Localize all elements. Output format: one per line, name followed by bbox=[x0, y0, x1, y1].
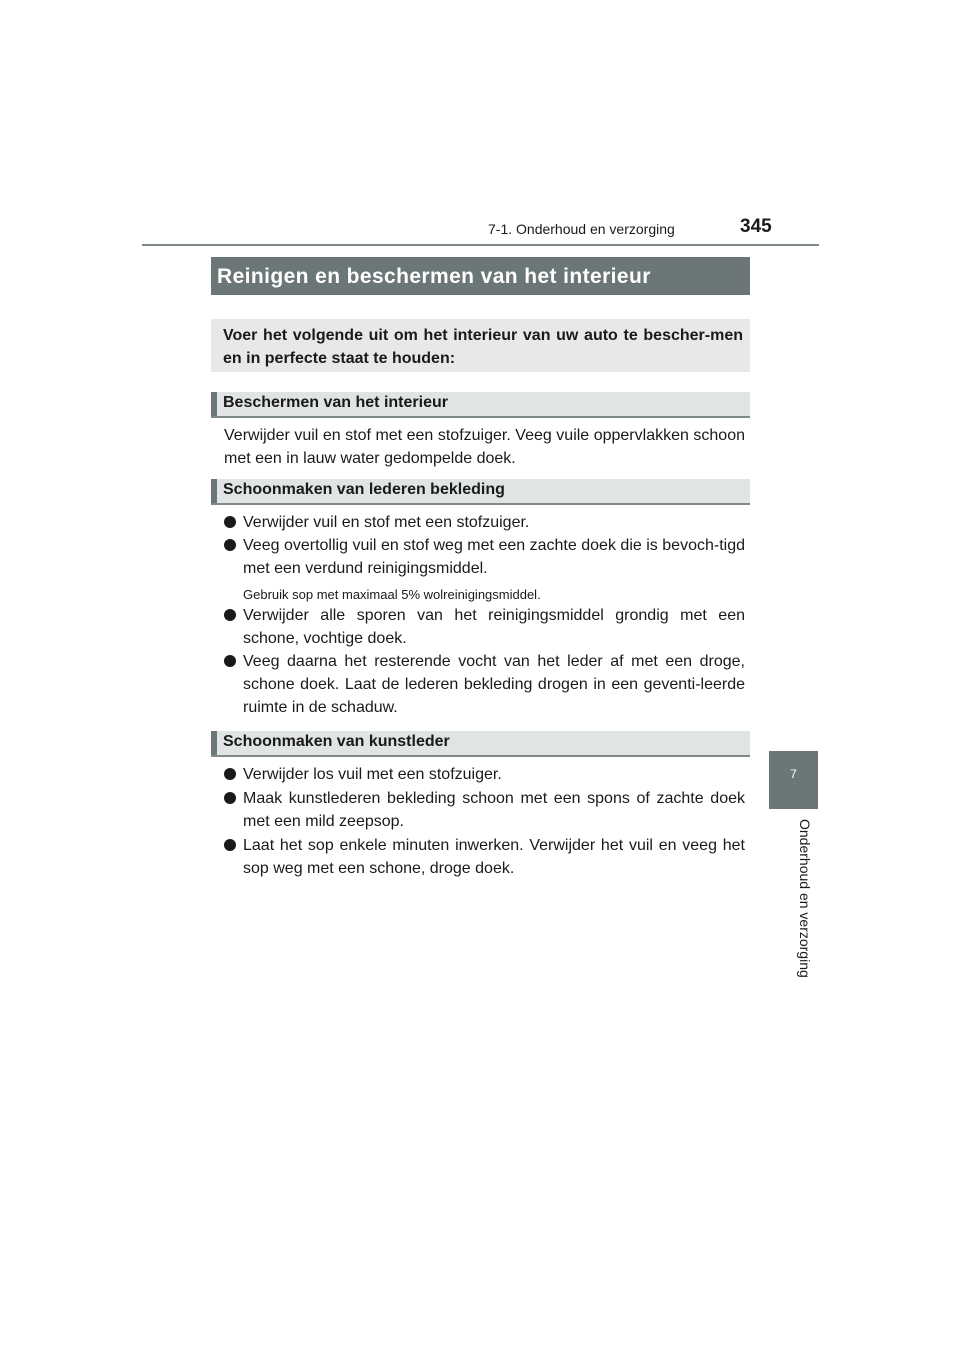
chapter-tab-label: Onderhoud en verzorging bbox=[797, 819, 813, 978]
list-item-text: Verwijder alle sporen van het reinigingsmiddel grondig met een schone, vochtige doek. bbox=[243, 607, 745, 647]
list-item-text: Verwijder vuil en stof met een stofzuiger. bbox=[243, 514, 530, 531]
section-heading-leather bbox=[211, 479, 750, 505]
list-item-text: Maak kunstlederen bekleding schoon met een spons of zachte doek met een mild zeepsop. bbox=[243, 790, 745, 830]
list-item bbox=[224, 604, 745, 650]
chapter-number: 7 bbox=[790, 767, 797, 781]
bullet-icon bbox=[224, 655, 236, 667]
bullet-icon bbox=[224, 792, 236, 804]
note-text: Gebruik sop met maximaal 5% wolreinigingsmiddel. bbox=[243, 587, 541, 602]
intro-text: Voer het volgende uit om het interieur van uw auto te bescher-men en in perfecte staat te houden: bbox=[223, 327, 743, 367]
list-item bbox=[224, 534, 745, 580]
page-title: Reinigen en beschermen van het interieur bbox=[217, 265, 651, 288]
bullet-icon bbox=[224, 516, 236, 528]
section-heading-text: Beschermen van het interieur bbox=[223, 394, 448, 411]
header-divider bbox=[142, 244, 819, 246]
list-item bbox=[224, 763, 745, 786]
list-item-text: Veeg overtollig vuil en stof weg met een zachte doek die is bevoch-tigd met een verdund reinigingsmiddel. bbox=[243, 537, 745, 577]
section-heading-artificial-leather bbox=[211, 731, 750, 757]
section-heading-protect-interior bbox=[211, 392, 750, 418]
list-item-text: Laat het sop enkele minuten inwerken. Verwijder het vuil en veeg het sop weg met een schone, droge doek. bbox=[243, 837, 745, 877]
section-heading-text: Schoonmaken van kunstleder bbox=[223, 733, 450, 750]
list-item bbox=[224, 787, 745, 833]
page-number: 345 bbox=[740, 216, 772, 237]
section-reference: 7-1. Onderhoud en verzorging bbox=[488, 221, 675, 237]
list-item bbox=[224, 650, 745, 719]
list-item bbox=[224, 511, 745, 534]
bullet-icon bbox=[224, 839, 236, 851]
section-heading-text: Schoonmaken van lederen bekleding bbox=[223, 481, 505, 498]
bullet-icon bbox=[224, 539, 236, 551]
chapter-tab bbox=[769, 751, 818, 809]
list-item bbox=[224, 834, 745, 880]
bullet-icon bbox=[224, 609, 236, 621]
section-paragraph: Verwijder vuil en stof met een stofzuiger. Veeg vuile oppervlakken schoon met een in lauw water gedompelde doek. bbox=[224, 427, 745, 467]
intro-box bbox=[211, 319, 750, 372]
list-item-text: Veeg daarna het resterende vocht van het leder af met een droge, schone doek. Laat de lederen bekleding drogen in een geventi-leerde ruimte in de schaduw. bbox=[243, 653, 745, 716]
list-item-text: Verwijder los vuil met een stofzuiger. bbox=[243, 766, 502, 783]
page-title-bar bbox=[211, 257, 750, 295]
bullet-icon bbox=[224, 768, 236, 780]
